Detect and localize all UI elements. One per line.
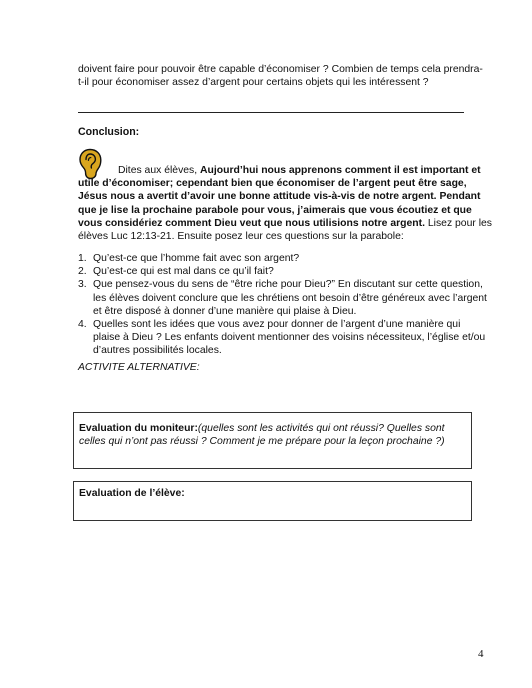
question-number: 2. bbox=[78, 266, 87, 278]
intro-paragraph bbox=[78, 63, 492, 89]
conclusion-paragraph bbox=[78, 164, 494, 243]
student-evaluation-label: Evaluation de l’élève: bbox=[79, 488, 185, 499]
list-item bbox=[78, 265, 488, 278]
intro-line-1: doivent faire pour pouvoir être capable d’économiser ? Combien de temps cela prendra- bbox=[78, 64, 483, 75]
teacher-evaluation-label: Evaluation du moniteur: bbox=[79, 423, 198, 434]
teacher-evaluation-box bbox=[73, 412, 472, 469]
teacher-evaluation-prompt: (quelles sont les activités qui ont réussi? Quelles sont celles qui n’ont pas réussi ? Comment je me prépare pour la leçon prochaine ?) bbox=[79, 423, 445, 448]
alternative-activity-heading: ACTIVITE ALTERNATIVE: bbox=[78, 362, 200, 373]
list-item bbox=[78, 252, 488, 265]
intro-line-2: t-il pour économiser assez d’argent pour certains objets qui les intéressent ? bbox=[78, 77, 429, 89]
student-evaluation-box bbox=[73, 481, 472, 521]
section-divider bbox=[78, 112, 464, 113]
question-number: 4. bbox=[78, 319, 87, 331]
question-text: Quelles sont les idées que vous avez pour donner de l’argent d’une manière qui plaise à Dieu ? Les enfants doivent mentionner des voisins nécessiteux, l’église et/ou d’autres possibilités locales. bbox=[93, 319, 486, 357]
conclusion-heading: Conclusion: bbox=[78, 126, 140, 138]
question-number: 3. bbox=[78, 279, 87, 291]
conclusion-bold-text: Aujourd’hui nous apprenons comment il est important et utile d’économiser; cependant bien que économiser de l’argent peut être sage, Jésus nous a avertit d’avoir une bonne attitude vis-à-vis de notre argent. Pendant que je lise la prochaine parabole pour vous, j’aimerais que vous écoutiez et que vous considériez comment Dieu veut que nous utilisions notre argent. bbox=[78, 165, 481, 229]
list-item bbox=[78, 318, 488, 358]
page-number: 4 bbox=[478, 648, 484, 660]
question-text: Que pensez-vous du sens de “être riche pour Dieu?” En discutant sur cette question, les élèves doivent conclure que les chrétiens ont besoin d’être généreux avec l’argent et être disposé à donner d’une manière qui plaise à Dieu. bbox=[93, 279, 487, 317]
student-evaluation-text bbox=[79, 487, 464, 500]
question-number: 1. bbox=[78, 253, 87, 264]
conclusion-tail: Lisez pour les élèves Luc 12:13-21. Ensuite posez leur ces questions sur la parabole: bbox=[78, 217, 492, 243]
list-item bbox=[78, 278, 488, 318]
question-list bbox=[78, 252, 488, 358]
conclusion-lead: Dites aux élèves, bbox=[118, 165, 201, 176]
question-text: Qu’est-ce qui est mal dans ce qu’il fait? bbox=[93, 266, 274, 278]
teacher-evaluation-text bbox=[79, 422, 464, 448]
question-text: Qu’est-ce que l’homme fait avec son argent? bbox=[93, 253, 300, 264]
